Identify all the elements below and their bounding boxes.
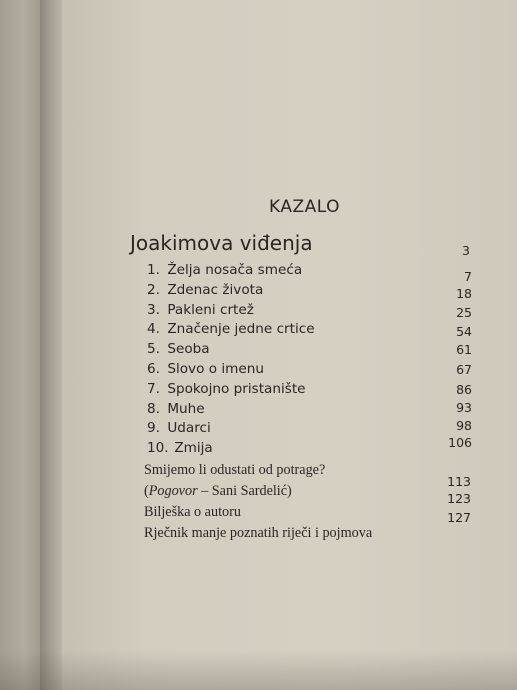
- afterword-open-paren: (: [144, 483, 149, 499]
- chapter-page: 67: [456, 362, 472, 377]
- afterword-label: Pogovor: [148, 483, 198, 499]
- chapter-page: 25: [456, 305, 472, 320]
- toc-entry: [147, 282, 472, 304]
- chapter-number: 7.: [147, 381, 160, 397]
- chapter-title: Želja nosača smeća: [167, 262, 303, 278]
- page-shadow: [0, 650, 517, 690]
- toc-entry: [144, 483, 471, 505]
- toc-entry: [147, 361, 472, 383]
- entry-title: Bilješka o autoru: [144, 504, 241, 520]
- entry-page: 127: [447, 510, 471, 525]
- chapter-title: Pakleni crtež: [167, 302, 254, 318]
- chapter-page: 18: [456, 286, 472, 301]
- chapter-title: Udarci: [167, 420, 211, 436]
- chapter-number: 2.: [147, 282, 160, 298]
- afterword-author: – Sani Sardelić): [197, 483, 292, 499]
- toc-entry: [144, 504, 471, 526]
- toc-entry: [147, 420, 472, 442]
- chapter-page: 106: [448, 435, 472, 450]
- chapter-page: 61: [456, 342, 472, 357]
- entry-page: 123: [447, 491, 471, 506]
- toc-entry: [147, 341, 472, 363]
- toc-entry: [147, 321, 472, 343]
- chapter-title: Značenje jedne crtice: [167, 321, 315, 337]
- chapter-page: 98: [456, 418, 472, 433]
- chapter-title: Slovo o imenu: [167, 361, 264, 377]
- toc-heading: KAZALO: [269, 197, 340, 217]
- chapter-page: 54: [456, 324, 472, 339]
- chapter-title: Seoba: [167, 341, 210, 357]
- section-title: Joakimova viđenja: [130, 231, 313, 255]
- entry-page: 113: [447, 474, 471, 489]
- chapter-number: 4.: [147, 321, 160, 337]
- left-page-edge: [0, 0, 44, 690]
- entry-title: Rječnik manje poznatih riječi i pojmova: [144, 525, 373, 541]
- chapter-page: 86: [456, 382, 472, 397]
- toc-entry: [144, 525, 471, 547]
- chapter-number: 1.: [147, 262, 160, 278]
- toc-entry: [144, 462, 471, 489]
- chapter-number: 3.: [147, 302, 160, 318]
- chapter-title: Zmija: [174, 440, 213, 456]
- section-page-number: 3: [462, 243, 470, 258]
- chapter-number: 6.: [147, 361, 160, 377]
- toc-entry: [147, 262, 472, 284]
- chapter-title: Zdenac života: [167, 282, 264, 298]
- chapter-number: 9.: [147, 420, 160, 436]
- entry-title: Smijemo li odustati od potrage?: [144, 462, 326, 478]
- toc-entry: [147, 435, 472, 462]
- chapter-title: Spokojno pristanište: [167, 381, 306, 397]
- chapter-title: Muhe: [167, 401, 205, 417]
- chapter-page: 7: [464, 269, 472, 284]
- chapter-number: 5.: [147, 341, 160, 357]
- chapter-page: 93: [456, 400, 472, 415]
- chapter-number: 8.: [147, 401, 160, 417]
- toc-entry: [147, 381, 472, 403]
- chapter-number: 10.: [147, 440, 169, 456]
